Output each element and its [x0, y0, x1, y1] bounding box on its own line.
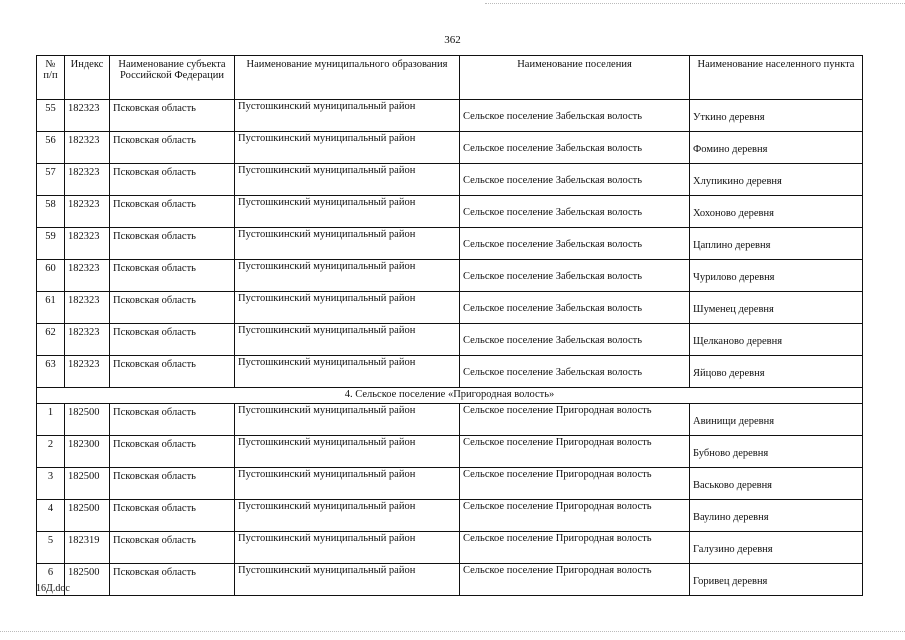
cell-locality: Горивец деревня: [690, 564, 863, 596]
cell-settlement: Сельское поселение Пригородная волость: [460, 532, 690, 564]
header-municipality: Наименование муниципального образования: [235, 56, 460, 100]
cell-municipality: Пустошкинский муниципальный район: [235, 500, 460, 532]
table-row: [37, 532, 863, 564]
cell-locality: Васьково деревня: [690, 468, 863, 500]
cell-index: 182323: [65, 196, 110, 228]
table-row: [37, 260, 863, 292]
cell-index: 182323: [65, 132, 110, 164]
table-row: [37, 500, 863, 532]
header-num: № п/п: [37, 56, 65, 100]
cell-index: 182323: [65, 260, 110, 292]
cell-settlement: Сельское поселение Забельская волость: [460, 228, 690, 260]
cell-settlement: Сельское поселение Забельская волость: [460, 100, 690, 132]
cell-subject: Псковская область: [110, 100, 235, 132]
cell-locality: Ваулино деревня: [690, 500, 863, 532]
cell-index: 182323: [65, 292, 110, 324]
cell-index: 182500: [65, 404, 110, 436]
header-row: [37, 56, 863, 100]
cell-locality: Авинищи деревня: [690, 404, 863, 436]
cell-subject: Псковская область: [110, 228, 235, 260]
cell-num: 58: [37, 196, 65, 228]
cell-municipality: Пустошкинский муниципальный район: [235, 100, 460, 132]
cell-locality: Хлупикино деревня: [690, 164, 863, 196]
cell-subject: Псковская область: [110, 356, 235, 388]
cell-municipality: Пустошкинский муниципальный район: [235, 132, 460, 164]
table-row: [37, 324, 863, 356]
cell-settlement: Сельское поселение Пригородная волость: [460, 500, 690, 532]
cell-settlement: Сельское поселение Забельская волость: [460, 260, 690, 292]
cell-index: 182323: [65, 356, 110, 388]
page-number: 362: [444, 34, 461, 46]
cell-settlement: Сельское поселение Забельская волость: [460, 164, 690, 196]
cell-municipality: Пустошкинский муниципальный район: [235, 356, 460, 388]
cell-subject: Псковская область: [110, 532, 235, 564]
cell-index: 182300: [65, 436, 110, 468]
header-settlement: Наименование поселения: [460, 56, 690, 100]
cell-num: 61: [37, 292, 65, 324]
cell-settlement: Сельское поселение Пригородная волость: [460, 404, 690, 436]
table-row: [37, 356, 863, 388]
table-row: [37, 132, 863, 164]
cell-settlement: Сельское поселение Пригородная волость: [460, 436, 690, 468]
table-row: [37, 164, 863, 196]
cell-locality: Уткино деревня: [690, 100, 863, 132]
cell-subject: Псковская область: [110, 164, 235, 196]
cell-locality: Шуменец деревня: [690, 292, 863, 324]
cell-locality: Фомино деревня: [690, 132, 863, 164]
table-row: [37, 564, 863, 596]
cell-subject: Псковская область: [110, 404, 235, 436]
cell-locality: Бубново деревня: [690, 436, 863, 468]
table-row: [37, 436, 863, 468]
cell-num: 56: [37, 132, 65, 164]
cell-subject: Псковская область: [110, 292, 235, 324]
cell-num: 5: [37, 532, 65, 564]
cell-num: 59: [37, 228, 65, 260]
cell-subject: Псковская область: [110, 564, 235, 596]
settlements-table: [36, 55, 863, 596]
cell-settlement: Сельское поселение Пригородная волость: [460, 564, 690, 596]
section-title: 4. Сельское поселение «Пригородная волость»: [37, 388, 863, 404]
footer-filename: 16Д.doc: [36, 583, 70, 594]
cell-locality: Яйцово деревня: [690, 356, 863, 388]
cell-locality: Галузино деревня: [690, 532, 863, 564]
cell-subject: Псковская область: [110, 468, 235, 500]
header-index: Индекс: [65, 56, 110, 100]
cell-settlement: Сельское поселение Забельская волость: [460, 356, 690, 388]
table-row: [37, 100, 863, 132]
cell-index: 182323: [65, 324, 110, 356]
header-locality: Наименование населенного пункта: [690, 56, 863, 100]
cell-settlement: Сельское поселение Забельская волость: [460, 292, 690, 324]
cell-subject: Псковская область: [110, 132, 235, 164]
cell-index: 182500: [65, 468, 110, 500]
table-header: [37, 56, 863, 100]
cell-municipality: Пустошкинский муниципальный район: [235, 260, 460, 292]
cell-locality: Чурилово деревня: [690, 260, 863, 292]
cell-num: 57: [37, 164, 65, 196]
cell-num: 55: [37, 100, 65, 132]
cell-settlement: Сельское поселение Пригородная волость: [460, 468, 690, 500]
cell-locality: Цаплино деревня: [690, 228, 863, 260]
cell-settlement: Сельское поселение Забельская волость: [460, 196, 690, 228]
cell-locality: Щелканово деревня: [690, 324, 863, 356]
cell-municipality: Пустошкинский муниципальный район: [235, 324, 460, 356]
table-body: [37, 100, 863, 596]
cell-subject: Псковская область: [110, 196, 235, 228]
cell-subject: Псковская область: [110, 500, 235, 532]
cell-subject: Псковская область: [110, 260, 235, 292]
cell-municipality: Пустошкинский муниципальный район: [235, 532, 460, 564]
header-subject: Наименование субъекта Российской Федерации: [110, 56, 235, 100]
cell-subject: Псковская область: [110, 324, 235, 356]
cell-index: 182500: [65, 500, 110, 532]
cell-municipality: Пустошкинский муниципальный район: [235, 404, 460, 436]
cell-num: 1: [37, 404, 65, 436]
cell-municipality: Пустошкинский муниципальный район: [235, 196, 460, 228]
table-row: [37, 292, 863, 324]
cell-num: 63: [37, 356, 65, 388]
section-heading-row: [37, 388, 863, 404]
cell-settlement: Сельское поселение Забельская волость: [460, 132, 690, 164]
table-row: [37, 196, 863, 228]
cell-num: 4: [37, 500, 65, 532]
cell-index: 182500: [65, 564, 110, 596]
table-row: [37, 404, 863, 436]
cell-index: 182323: [65, 100, 110, 132]
cell-num: 60: [37, 260, 65, 292]
table-row: [37, 468, 863, 500]
cell-index: 182319: [65, 532, 110, 564]
cell-locality: Хохоново деревня: [690, 196, 863, 228]
scan-edge-bottom: [0, 631, 905, 634]
cell-municipality: Пустошкинский муниципальный район: [235, 292, 460, 324]
cell-subject: Псковская область: [110, 436, 235, 468]
scan-edge-top: [485, 0, 905, 4]
cell-num: 2: [37, 436, 65, 468]
cell-index: 182323: [65, 164, 110, 196]
cell-num: 62: [37, 324, 65, 356]
cell-num: 6: [37, 564, 65, 596]
cell-municipality: Пустошкинский муниципальный район: [235, 564, 460, 596]
cell-municipality: Пустошкинский муниципальный район: [235, 164, 460, 196]
cell-index: 182323: [65, 228, 110, 260]
table-row: [37, 228, 863, 260]
cell-municipality: Пустошкинский муниципальный район: [235, 228, 460, 260]
cell-municipality: Пустошкинский муниципальный район: [235, 468, 460, 500]
cell-settlement: Сельское поселение Забельская волость: [460, 324, 690, 356]
cell-num: 3: [37, 468, 65, 500]
cell-municipality: Пустошкинский муниципальный район: [235, 436, 460, 468]
